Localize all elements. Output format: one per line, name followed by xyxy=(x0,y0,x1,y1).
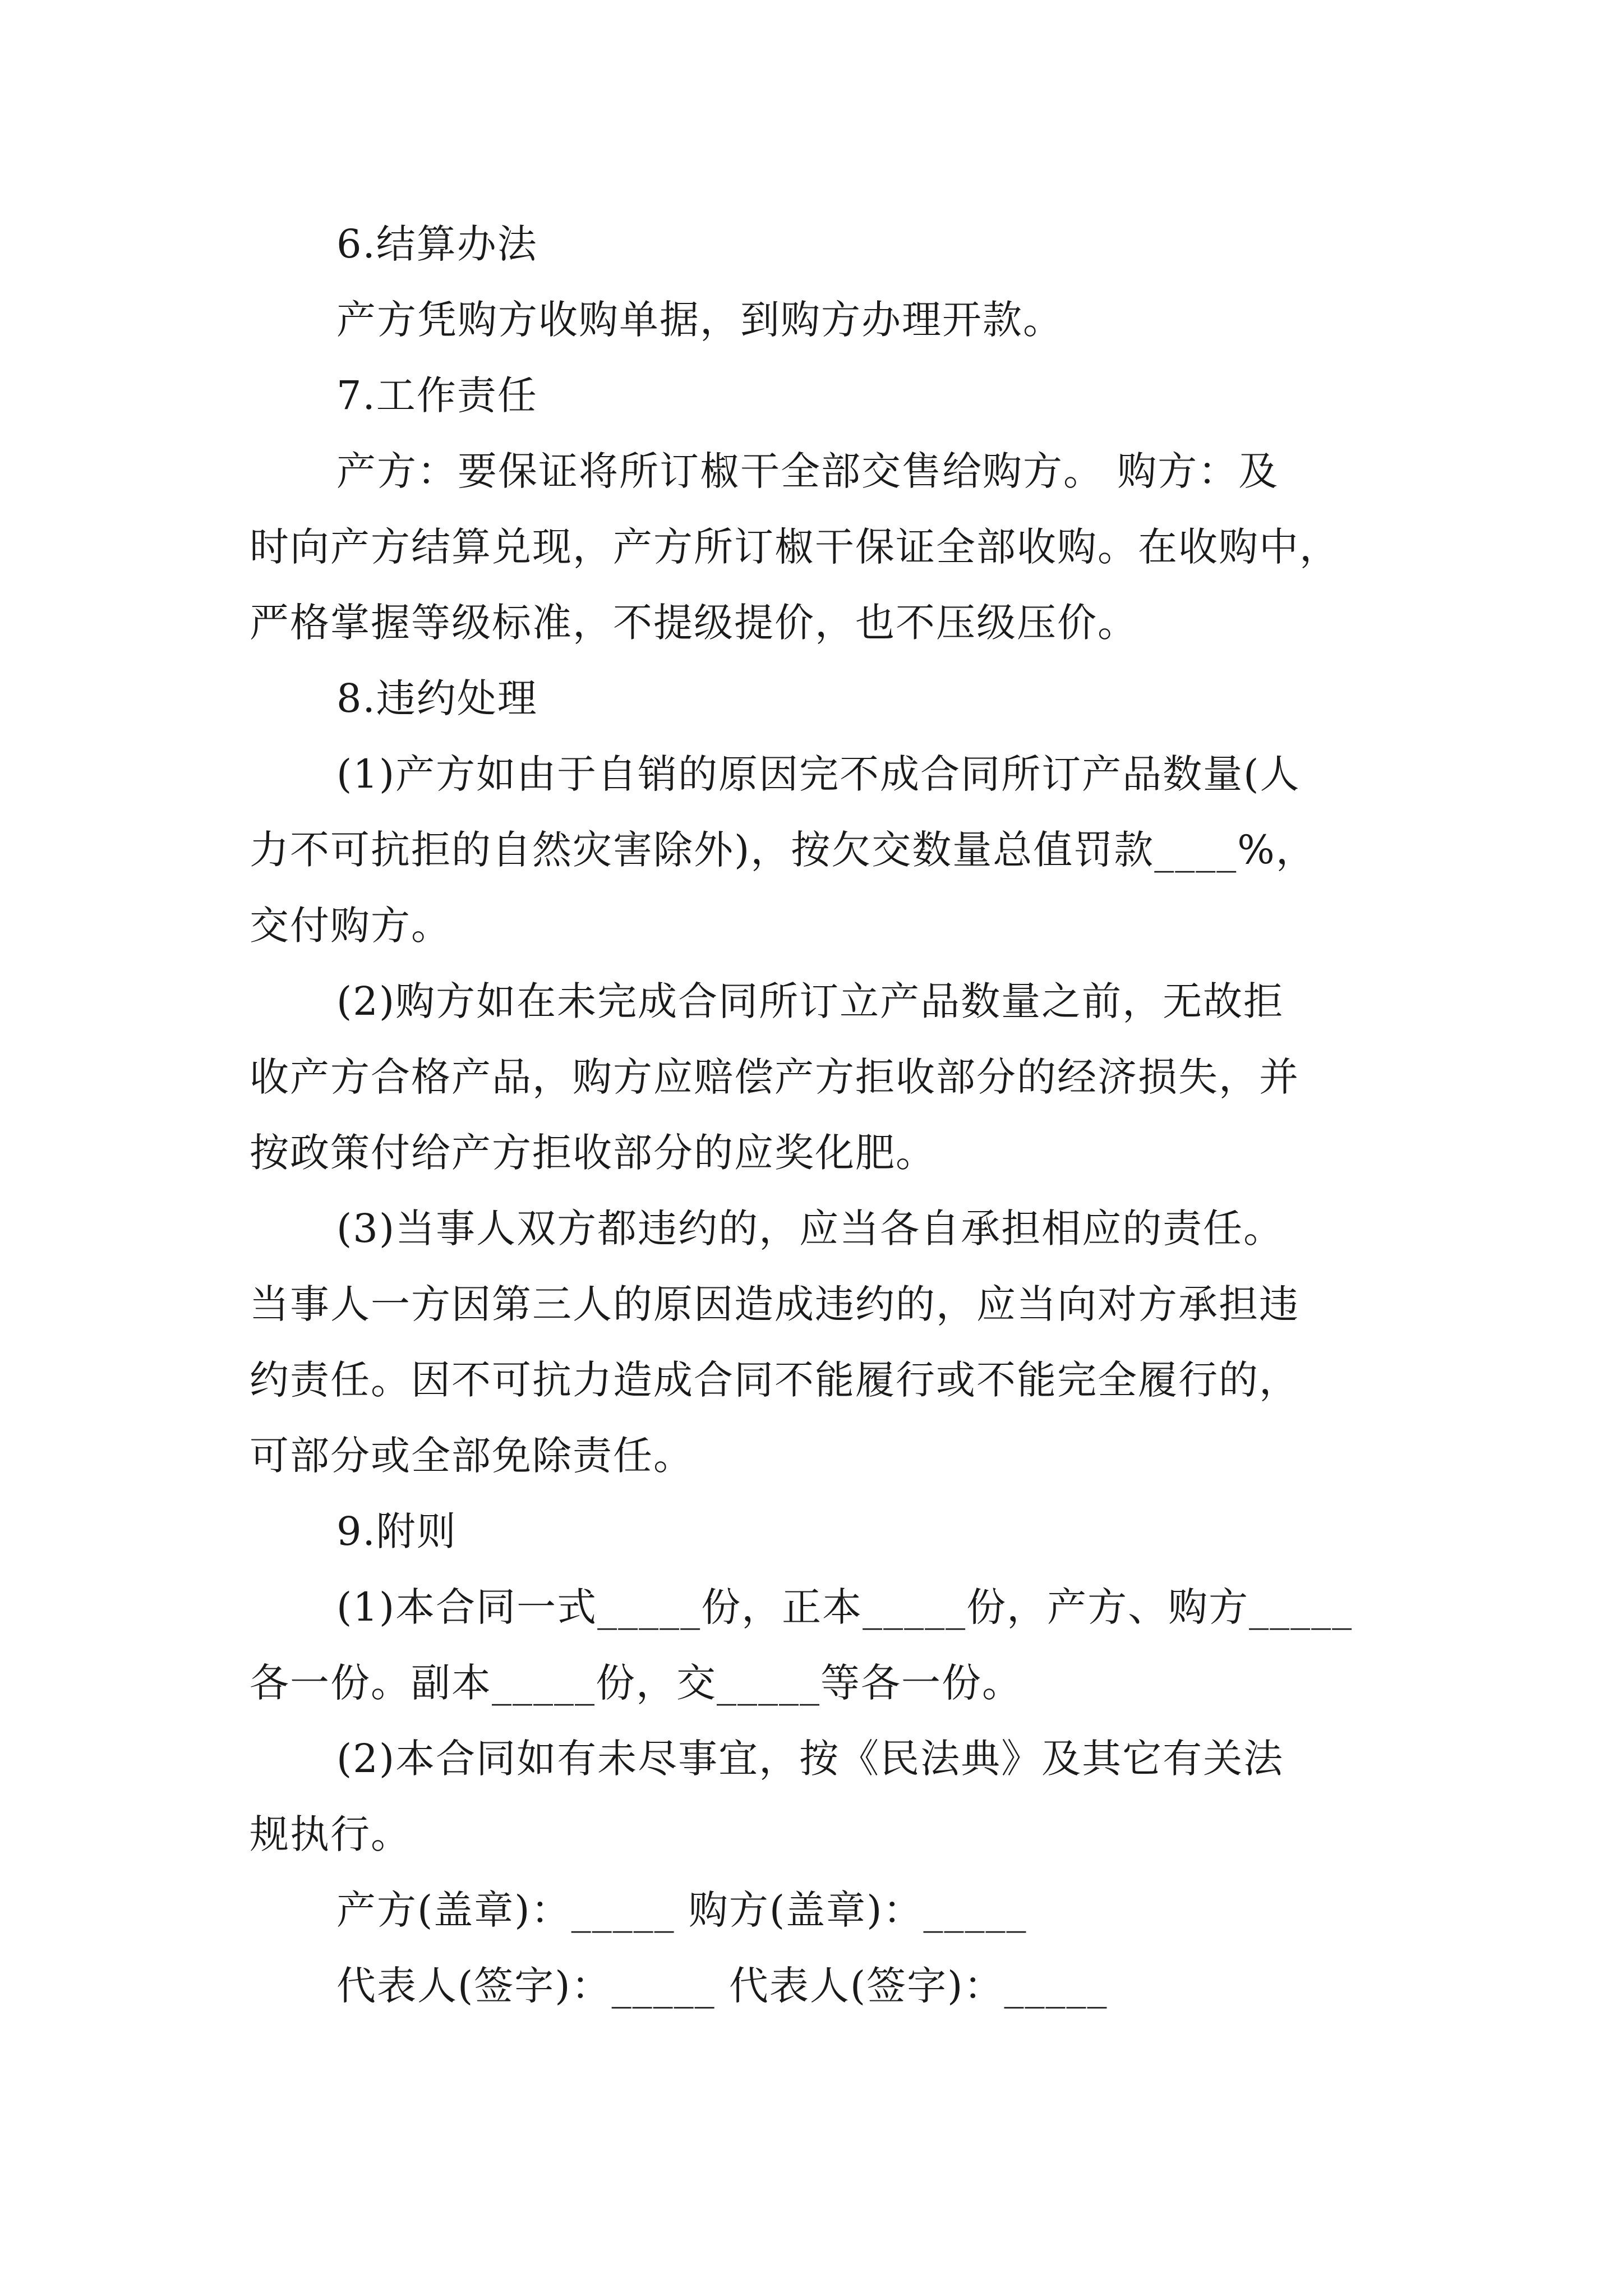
breach-clause-3-line-2: 当事人一方因第三人的原因造成违约的，应当向对方承担违 xyxy=(250,1281,1299,1327)
seal-signature-line: 产方(盖章)：_____ 购方(盖章)：_____ xyxy=(336,1887,1027,1933)
representative-signature-line: 代表人(签字)：_____ 代表人(签字)：_____ xyxy=(336,1963,1108,2009)
section-8-heading: 8.违约处理 xyxy=(336,675,538,721)
section-6-heading: 6.结算办法 xyxy=(336,221,538,267)
appendix-clause-2-line-2: 规执行。 xyxy=(250,1811,411,1857)
breach-clause-3-line-3: 约责任。因不可抗力造成合同不能履行或不能完全履行的， xyxy=(250,1357,1299,1403)
responsibility-line-2: 时向产方结算兑现，产方所订椒干保证全部收购。在收购中， xyxy=(250,524,1340,570)
responsibility-line-3: 严格掌握等级标准，不提级提价，也不压级压价。 xyxy=(250,600,1138,646)
section-9-heading: 9.附则 xyxy=(336,1508,457,1554)
breach-clause-2-line-1: (2)购方如在未完成合同所订立产品数量之前，无故拒 xyxy=(336,978,1284,1024)
appendix-clause-2-line-1: (2)本合同如有未尽事宜，按《民法典》及其它有关法 xyxy=(336,1736,1284,1782)
breach-clause-1-line-3: 交付购方。 xyxy=(250,903,451,949)
appendix-clause-1-line-1: (1)本合同一式_____份，正本_____份，产方、购方_____ xyxy=(336,1584,1353,1630)
breach-clause-1-line-1: (1)产方如由于自销的原因完不成合同所订产品数量(人 xyxy=(336,751,1301,797)
settlement-text: 产方凭购方收购单据，到购方办理开款。 xyxy=(336,297,1063,343)
breach-clause-3-line-1: (3)当事人双方都违约的，应当各自承担相应的责任。 xyxy=(336,1205,1284,1251)
section-7-heading: 7.工作责任 xyxy=(336,372,538,418)
breach-clause-2-line-3: 按政策付给产方拒收部分的应奖化肥。 xyxy=(250,1130,936,1176)
appendix-clause-1-line-2: 各一份。副本_____份，交_____等各一份。 xyxy=(250,1660,1022,1706)
breach-clause-2-line-2: 收产方合格产品，购方应赔偿产方拒收部分的经济损失，并 xyxy=(250,1054,1299,1100)
breach-clause-3-line-4: 可部分或全部免除责任。 xyxy=(250,1433,694,1479)
breach-clause-1-line-2: 力不可抗拒的自然灾害除外)，按欠交数量总值罚款____%， xyxy=(250,827,1316,873)
responsibility-line-1: 产方：要保证将所订椒干全部交售给购方。 购方：及 xyxy=(336,448,1279,494)
